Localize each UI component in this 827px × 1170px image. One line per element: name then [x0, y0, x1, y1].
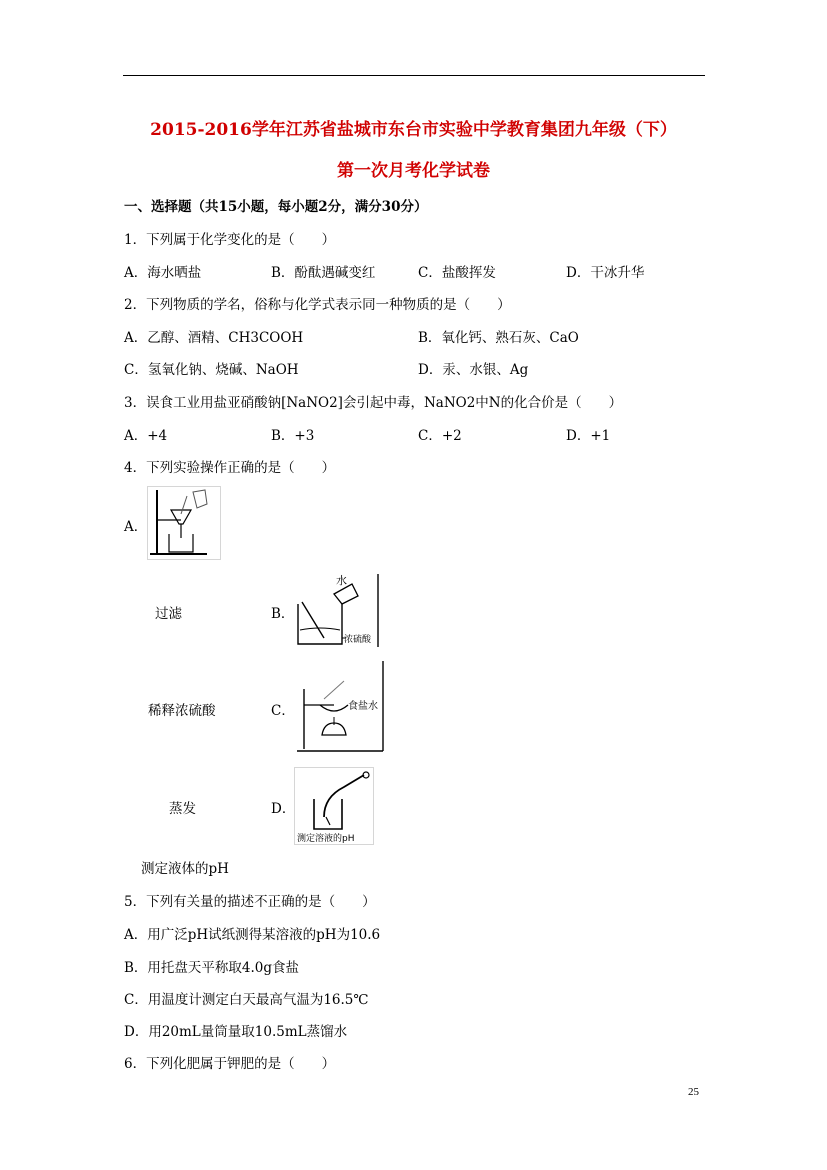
exam-title-line1: 2015-2016学年江苏省盐城市东台市实验中学教育集团九年级（下）	[150, 120, 677, 140]
evaporation-figure	[294, 659, 386, 753]
q3-stem: 3．误食工业用盐亚硝酸钠[NaNO2]会引起中毒，NaNO2中N的化合价是（ ）	[124, 395, 623, 411]
page-number: 25	[688, 1086, 699, 1098]
q2-option-a: A．乙醇、酒精、CH3COOH	[124, 330, 304, 346]
q3-option-d: D．+1	[566, 428, 611, 444]
q4-option-a-caption: 过滤	[155, 606, 182, 622]
q4-option-c-caption: 蒸发	[169, 801, 196, 817]
q2-option-c: C．氢氧化钠、烧碱、NaOH	[124, 362, 299, 378]
section-heading: 一、选择题（共15小题，每小题2分，满分30分）	[124, 199, 428, 215]
q1-option-b: B．酚酞遇碱变红	[271, 265, 376, 281]
exam-title-line2: 第一次月考化学试卷	[337, 161, 490, 181]
q4-stem: 4．下列实验操作正确的是（ ）	[124, 460, 336, 476]
q3-option-c: C．+2	[418, 428, 462, 444]
q5-stem: 5．下列有关量的描述不正确的是（ ）	[124, 894, 376, 910]
q3-option-b: B．+3	[271, 428, 315, 444]
q1-option-d: D．干冰升华	[566, 265, 645, 281]
q1-option-a: A．海水晒盐	[124, 265, 202, 281]
q1-option-c: C．盐酸挥发	[418, 265, 496, 281]
dilute-acid-figure	[294, 572, 381, 649]
header-rule	[123, 75, 705, 76]
q4-option-b-caption: 稀释浓硫酸	[148, 703, 216, 719]
salt-water-label: 食盐水	[348, 701, 378, 712]
q5-option-c: C．用温度计测定白天最高气温为16.5℃	[124, 992, 369, 1008]
q2-stem: 2．下列物质的学名，俗称与化学式表示同一种物质的是（ ）	[124, 297, 511, 313]
q4-option-b-label: B．	[271, 606, 295, 622]
q5-option-a: A．用广泛pH试纸测得某溶液的pH为10.6	[124, 927, 381, 943]
q5-option-b: B．用托盘天平称取4.0g食盐	[124, 960, 300, 976]
q2-option-d: D．汞、水银、Ag	[418, 362, 529, 378]
q4-option-a-label: A．	[124, 519, 148, 535]
q2-option-b: B．氧化钙、熟石灰、CaO	[418, 330, 579, 346]
q4-option-d-caption: 测定液体的pH	[141, 861, 229, 877]
q1-stem: 1．下列属于化学变化的是（ ）	[124, 232, 336, 248]
q5-option-d: D．用20mL量筒量取10.5mL蒸馏水	[124, 1024, 348, 1040]
q4-option-c-label: C．	[271, 703, 295, 719]
q3-option-a: A．+4	[124, 428, 168, 444]
ph-test-figure	[294, 767, 374, 845]
q4-option-d-label: D．	[271, 801, 296, 817]
filtration-apparatus-figure	[147, 486, 221, 560]
ph-figure-label: 测定溶液的pH	[297, 834, 355, 844]
conc-acid-label: 浓硫酸	[344, 635, 372, 645]
water-label: 水	[336, 574, 347, 587]
q6-stem: 6．下列化肥属于钾肥的是（ ）	[124, 1056, 336, 1072]
